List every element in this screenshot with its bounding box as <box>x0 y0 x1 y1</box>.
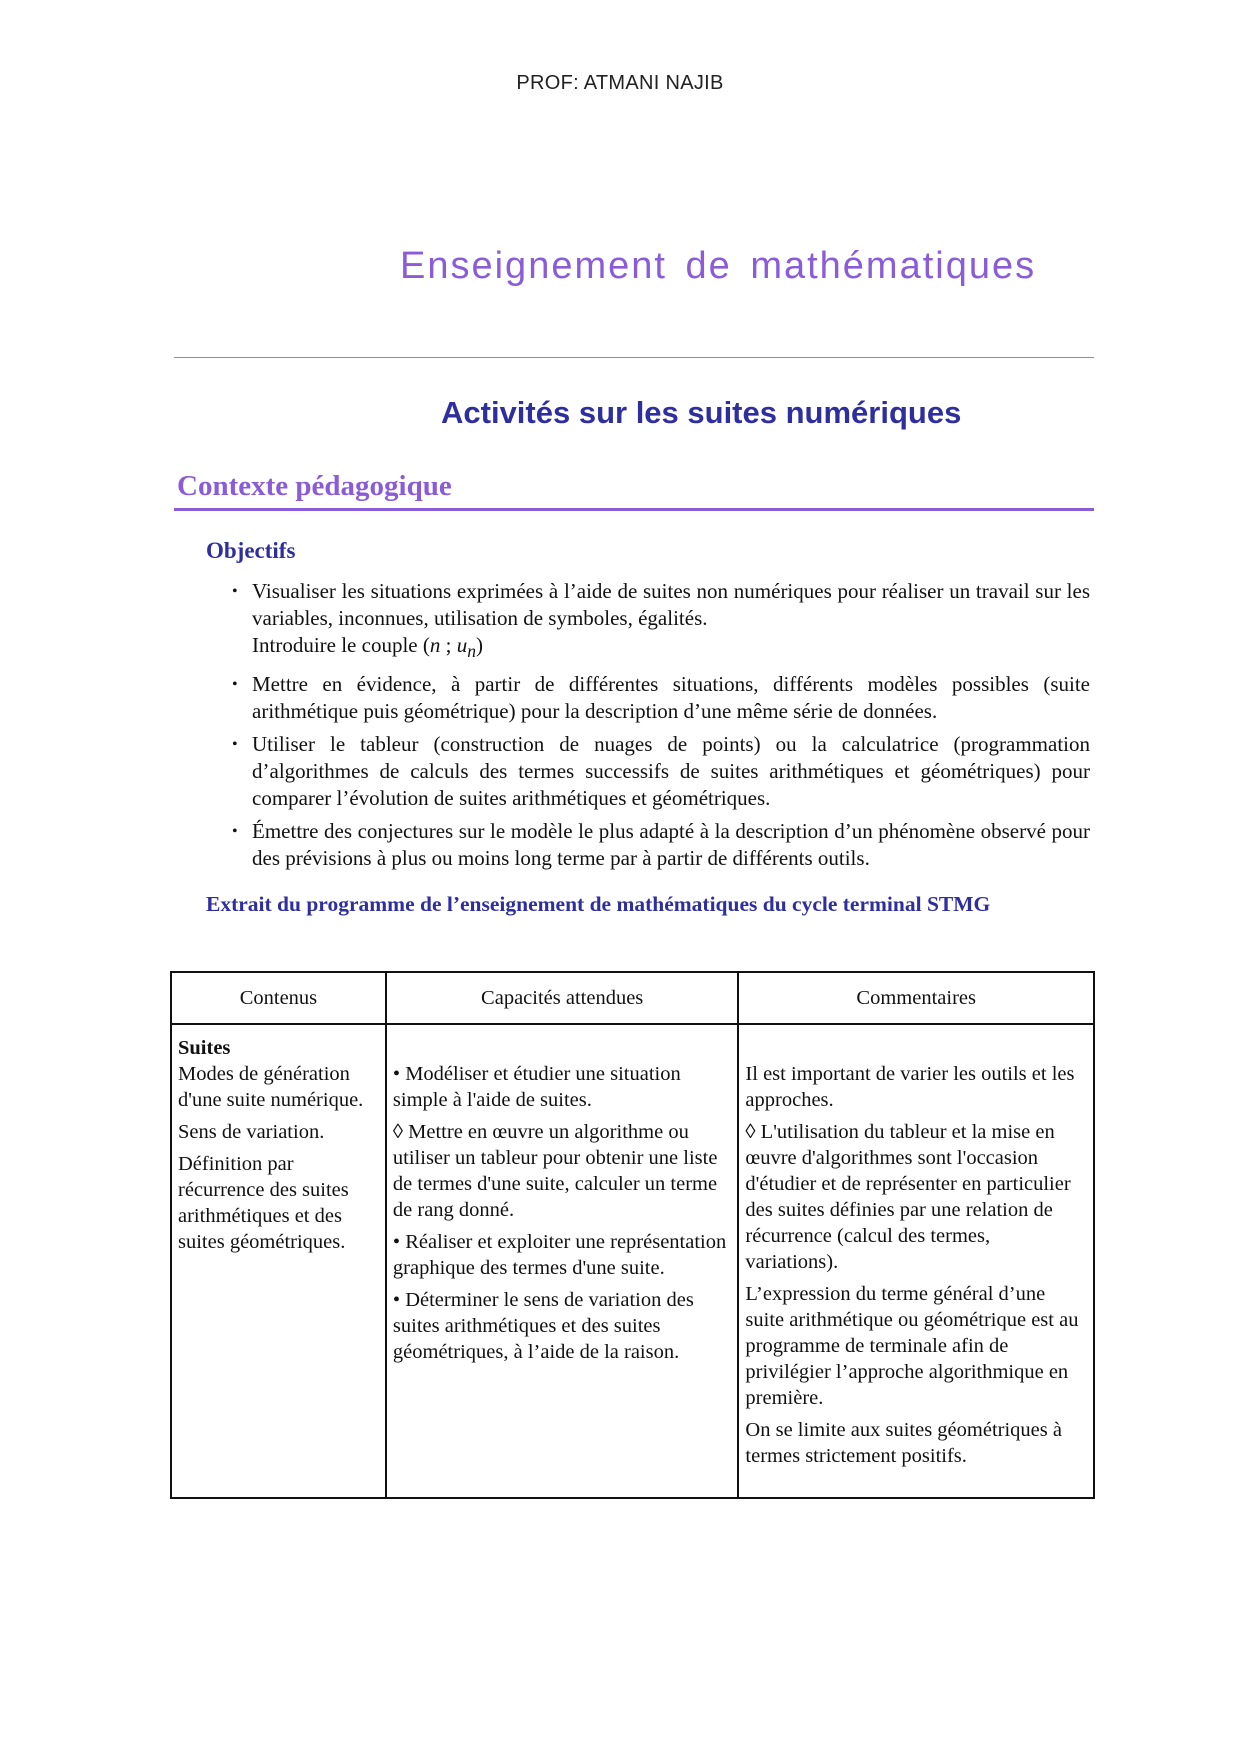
column-header-capacites: Capacités attendues <box>386 972 739 1024</box>
section-heading: Contexte pédagogique <box>177 470 452 502</box>
commentaire-item: ◊ L'utilisation du tableur et la mise en œuvre d'algorithmes sont l'occasion d'étudier et de représenter en particulier des suites définies par une relation de récurrence (calcul des termes, variations). <box>745 1121 1071 1273</box>
objectifs-list <box>232 578 1090 878</box>
commentaire-item: L’expression du terme général d’une suite arithmétique ou géométrique est au programme de terminale afin de privilégier l’approche algorithmique en première. <box>745 1283 1079 1409</box>
objectif-text: Émettre des conjectures sur le modèle le plus adapté à la description d’un phénomène observé pour des prévisions à plus ou moins long terme par à partir de différents outils. <box>252 819 1090 871</box>
programme-table <box>170 971 1095 1499</box>
bullet-icon: • <box>232 823 238 841</box>
objectifs-heading: Objectifs <box>206 538 296 563</box>
capacite-item: • Déterminer le sens de variation des suites arithmétiques et des suites géométriques, à l’aide de la raison. <box>392 1289 694 1363</box>
contenus-item: Modes de génération d'une suite numérique. <box>178 1063 364 1111</box>
objectif-couple: Introduire le couple (n ; $u_n$) <box>252 633 483 662</box>
capacite-item: • Réaliser et exploiter une représentation graphique des termes d'une suite. <box>392 1231 727 1279</box>
objectif-item <box>232 731 1090 812</box>
contenus-label: Suites <box>178 1037 231 1059</box>
bullet-icon: • <box>232 583 238 600</box>
table-header-row <box>171 972 1094 1024</box>
column-header-commentaires: Commentaires <box>738 972 1094 1024</box>
title-divider <box>174 357 1094 358</box>
objectif-item <box>232 671 1090 725</box>
objectif-text: Mettre en évidence, à partir de différentes situations, différents modèles possibles (suite arithmétique puis géométrique) pour la description d’une même série de données. <box>252 672 1090 724</box>
contenus-item: Sens de variation. <box>178 1121 325 1143</box>
bullet-icon: • <box>232 676 238 694</box>
objectif-item <box>232 578 1090 665</box>
cell-commentaires <box>738 1024 1094 1498</box>
cell-contenus <box>171 1024 386 1498</box>
objectif-text: Visualiser les situations exprimées à l’aide de suites non numériques pour réaliser un travail sur les variables, inconnues, utilisation de symboles, égalités. <box>252 579 1090 630</box>
objectif-text: Utiliser le tableur (construction de nuages de points) ou la calculatrice (programmation d’algorithmes de calculs des termes successifs de suites arithmétiques et géométriques) pour comparer l’évolution de suites arithmétiques et géométriques. <box>252 732 1090 811</box>
header-author: PROF: ATMANI NAJIB <box>516 72 724 94</box>
capacite-item: • Modéliser et étudier une situation simple à l'aide de suites. <box>392 1063 681 1111</box>
commentaire-item: On se limite aux suites géométriques à termes strictement positifs. <box>745 1419 1062 1467</box>
contenus-item: Définition par récurrence des suites arithmétiques et des suites géométriques. <box>178 1153 349 1253</box>
document-subtitle: Activités sur les suites numériques <box>441 395 962 430</box>
programme-extract-heading: Extrait du programme de l’enseignement de mathématiques du cycle terminal STMG <box>206 892 991 916</box>
section-divider <box>174 508 1094 511</box>
table-row <box>171 1024 1094 1498</box>
capacite-item: ◊ Mettre en œuvre un algorithme ou utiliser un tableur pour obtenir une liste de termes d'une suite, calculer un terme de rang donné. <box>392 1121 718 1221</box>
column-header-contenus: Contenus <box>171 972 386 1024</box>
objectif-item <box>232 818 1090 872</box>
document-title: Enseignement de mathématiques <box>400 245 1037 287</box>
commentaire-item: Il est important de varier les outils et les approches. <box>745 1063 1075 1111</box>
bullet-icon: • <box>232 736 238 754</box>
cell-capacites <box>386 1024 739 1498</box>
